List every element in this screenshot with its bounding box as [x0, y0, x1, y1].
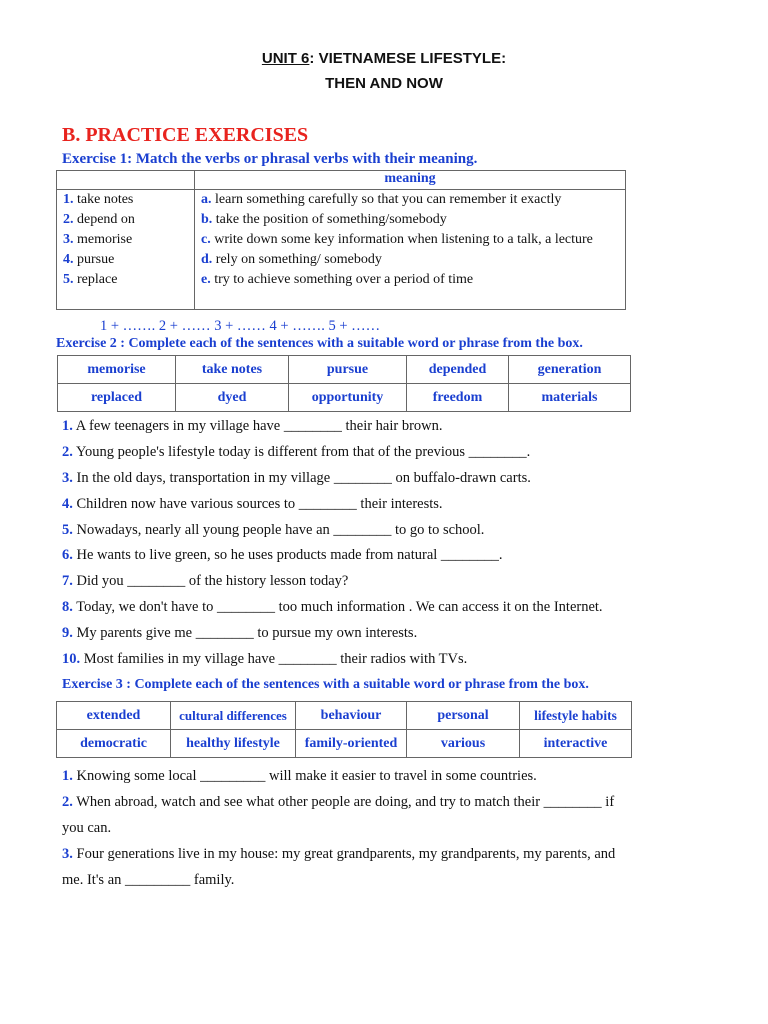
exercise2-word-box — [57, 355, 631, 412]
exercise3-sentence: 2. When abroad, watch and see what other people are doing, and try to match their ________ if — [62, 794, 615, 810]
verbs-header-cell — [57, 171, 195, 190]
word-box-cell: depended — [407, 356, 509, 384]
word-box-cell: dyed — [176, 384, 289, 412]
word-box-cell: behaviour — [296, 702, 407, 730]
list-item: 4. pursue — [63, 252, 115, 267]
exercise3-heading: Exercise 3 : Complete each of the sentences with a suitable word or phrase from the box. — [62, 677, 589, 692]
word-box-cell: freedom — [407, 384, 509, 412]
word-box-cell: replaced — [58, 384, 176, 412]
exercise2-sentence: 1. A few teenagers in my village have ________ their hair brown. — [62, 418, 443, 434]
unit-subtitle: THEN AND NOW — [325, 75, 443, 92]
exercise3-word-box — [56, 701, 632, 758]
exercise2-sentence: 5. Nowadays, nearly all young people have an ________ to go to school. — [62, 522, 485, 538]
word-box-cell: cultural differences — [171, 702, 296, 730]
word-box-cell: family-oriented — [296, 730, 407, 758]
meanings-list — [195, 190, 626, 310]
word-box-cell: opportunity — [289, 384, 407, 412]
list-item: 2. depend on — [63, 212, 135, 227]
exercise2-sentence: 7. Did you ________ of the history lesson today? — [62, 573, 349, 589]
exercise1-heading: Exercise 1: Match the verbs or phrasal verbs with their meaning. — [62, 151, 478, 167]
exercise2-sentence: 2. Young people's lifestyle today is different from that of the previous ________. — [62, 444, 531, 460]
exercise3-sentence: 1. Knowing some local _________ will make it easier to travel in some countries. — [62, 768, 537, 784]
word-box-cell: take notes — [176, 356, 289, 384]
exercise1-answer-line: 1 + ……. 2 + …… 3 + …… 4 + ……. 5 + …… — [100, 318, 381, 334]
exercise1-match-table — [56, 170, 626, 310]
exercise3-sentence-continued: you can. — [62, 820, 112, 836]
word-box-cell: interactive — [520, 730, 632, 758]
word-box-cell: generation — [509, 356, 631, 384]
list-item: d. rely on something/ somebody — [201, 252, 382, 267]
meaning-header: meaning — [195, 171, 626, 190]
exercise2-sentence: 10. Most families in my village have ________ their radios with TVs. — [62, 651, 468, 667]
list-item: c. write down some key information when listening to a talk, a lecture — [201, 232, 593, 247]
verbs-list — [57, 190, 195, 310]
unit-title-rest: : VIETNAMESE LIFESTYLE: — [309, 50, 507, 67]
list-item: b. take the position of something/somebody — [201, 212, 447, 227]
section-title: B. PRACTICE EXERCISES — [62, 124, 309, 146]
exercise2-sentence: 8. Today, we don't have to ________ too much information . We can access it on the Internet. — [62, 599, 603, 615]
word-box-cell: lifestyle habits — [520, 702, 632, 730]
exercise2-sentence: 9. My parents give me ________ to pursue my own interests. — [62, 625, 418, 641]
word-box-cell: materials — [509, 384, 631, 412]
list-item: a. learn something carefully so that you can remember it exactly — [201, 192, 562, 207]
unit-title — [0, 50, 768, 67]
exercise2-heading: Exercise 2 : Complete each of the sentences with a suitable word or phrase from the box. — [56, 336, 583, 351]
list-item: 5. replace — [63, 272, 118, 287]
exercise2-sentence: 4. Children now have various sources to ________ their interests. — [62, 496, 443, 512]
exercise3-sentence: 3. Four generations live in my house: my great grandparents, my grandparents, my parents, and — [62, 846, 616, 862]
word-box-cell: personal — [407, 702, 520, 730]
exercise3-sentence-continued: me. It's an _________ family. — [62, 872, 235, 888]
list-item: e. try to achieve something over a period of time — [201, 272, 474, 287]
exercise2-sentence: 3. In the old days, transportation in my village ________ on buffalo-drawn carts. — [62, 470, 531, 486]
exercise2-sentence: 6. He wants to live green, so he uses products made from natural ________. — [62, 547, 503, 563]
word-box-cell: healthy lifestyle — [171, 730, 296, 758]
list-item: 3. memorise — [63, 232, 133, 247]
unit-label: UNIT 6 — [261, 50, 310, 67]
word-box-cell: extended — [57, 702, 171, 730]
word-box-cell: memorise — [58, 356, 176, 384]
list-item: 1. take notes — [63, 192, 134, 207]
word-box-cell: democratic — [57, 730, 171, 758]
word-box-cell: pursue — [289, 356, 407, 384]
word-box-cell: various — [407, 730, 520, 758]
